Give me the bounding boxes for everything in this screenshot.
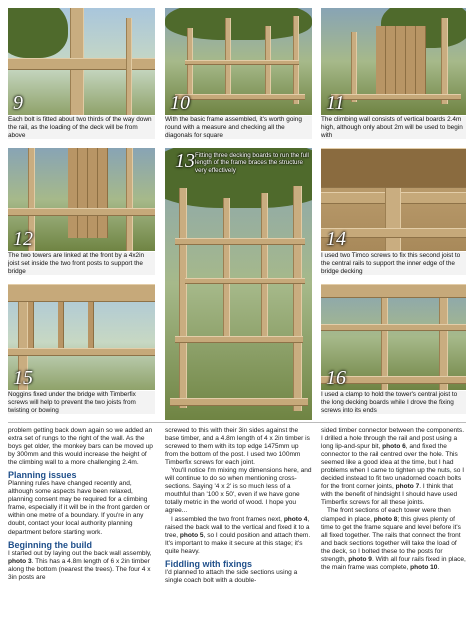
photo-ref: photo 9 (348, 555, 372, 563)
photo-ref: photo 10 (410, 563, 438, 571)
paragraph: I assembled the two front frames next, photo 4, raised the back wall to the vertical and fixed it to a tree, photo 5, so I could position and attach them. It's important to make it secure at this stage; it's quite heavy. (165, 515, 311, 555)
photo-ref: photo 7 (395, 483, 420, 491)
photo-10 (165, 8, 312, 145)
photo-13-caption: Fitting three decking boards to run the full length of the frame braces the structure very effectively (195, 152, 309, 174)
column-2 (165, 427, 313, 585)
paragraph: The front sections of each tower were then clamped in place, photo 8; this gives plenty of time to get the frame square and level before it's all fixed together. The rails that connect the front and back sections together will take the load of the deck, so I bolted these to the posts for strength, photo 9. With all four rails fixed in place, the main frame was complete, photo 10. (321, 507, 466, 571)
photo-15 (8, 284, 155, 420)
photo-14-number: 14 (326, 228, 346, 250)
section-divider (8, 422, 466, 423)
photo-ref: photo 5 (179, 531, 204, 539)
photo-ref: photo 6 (382, 443, 406, 451)
photo-grid (8, 8, 466, 420)
column-3 (321, 427, 466, 572)
photo-9-number: 9 (13, 92, 23, 114)
photo-13-image (165, 148, 312, 420)
photo-9-caption: Each bolt is fitted about two thirds of the way down the rail, as the loading of the deck will be from above (8, 116, 155, 139)
photo-11-number: 11 (326, 92, 345, 114)
photo-16-caption: I used a clamp to hold the tower's central joist to the long decking boards while I drove the fixing screws into its ends (321, 391, 466, 414)
photo-9 (8, 8, 155, 145)
paragraph: sided timber connector between the components. I drilled a hole through the rail and post using a long lip-and-spur bit, photo 6, and fixed the connector to the rail centred over the hole. This seemed like a good idea at the time, but I had problems when I came to tighten up the nuts, so I decided instead to fit two unadorned coach bolts for the front corner joints, photo 7. I think that with the benefit of hindsight I should have used Timberfix screws for all these joints. (321, 427, 465, 507)
paragraph: screwed to this with their 3in sides against the base timber, and a 4.8m length of 4 x 2in timber is screwed to them with its top edge 1475mm up from the bottom of the post. I used two 100mm Timberfix screws for each joint. (165, 427, 310, 467)
photo-16-number: 16 (326, 367, 346, 389)
photo-ref: photo 3 (8, 557, 32, 565)
paragraph: You'll notice I'm mixing my dimensions here, and will continue to do so when mentioning cross-sections. Saying '4 x 2' is so much less of a mouthful than '100 x 50', even if we have gone totally metric in the world of wood. I hope you agree... (165, 467, 312, 515)
photo-15-caption: Noggins fixed under the bridge with Timberfix screws will help to prevent the two joists from twisting or bowing (8, 391, 155, 414)
photo-11 (321, 8, 466, 145)
photo-ref: photo 8 (373, 515, 398, 523)
photo-10-caption: With the basic frame assembled, it's worth going round with a measure and checking all the diagonals for square (165, 116, 312, 139)
paragraph: I'd planned to attach the side sections using a single coach bolt with a double- (165, 568, 298, 584)
photo-11-caption: The climbing wall consists of vertical boards 2.4m high, although only about 2m will be used to begin with (321, 116, 466, 139)
heading-planning-issues: Planning issues (8, 470, 77, 481)
photo-13-number: 13 (175, 150, 195, 172)
photo-ref: photo 4 (283, 515, 308, 523)
photo-12 (8, 148, 155, 281)
photo-9-image (8, 8, 155, 115)
heading-beginning-the-build: Beginning the build (8, 539, 92, 550)
photo-12-number: 12 (13, 228, 33, 250)
photo-13 (165, 148, 312, 420)
photo-10-number: 10 (170, 92, 190, 114)
photo-12-caption: The two towers are linked at the front by a 4x2in joist set inside the two front posts to support the bridge (8, 252, 155, 275)
photo-16 (321, 284, 466, 420)
photo-15-number: 15 (13, 367, 33, 389)
heading-fiddling-with-fixings: Fiddling with fixings (165, 558, 252, 569)
photo-14-caption: I used two Timco screws to fix this second joist to the central rails to support the inner edge of the bridge decking (321, 252, 466, 275)
paragraph: I started out by laying out the back wall assembly, photo 3. This has a 4.8m length of 6 x 2in timber along the bottom (nearest the trees). The four 4 x 3in posts are (8, 549, 152, 581)
paragraph: Planning rules have changed recently and, although some aspects have been relaxed, planning consent may be required for a climbing frame, especially if it will be in the front garden or within one metre of a boundary. If you're in any doubt, contact your local authority planning department before starting work. (8, 480, 150, 536)
article-body (8, 427, 466, 633)
photo-14 (321, 148, 466, 281)
column-1 (8, 427, 156, 582)
paragraph: problem getting back down again so we added an extra set of rungs to the right of the wall. As the boys get older, the monkey bars can be moved up by 300mm and this would increase the height of the climbing wall to a more challenging 2.4m. (8, 427, 153, 467)
